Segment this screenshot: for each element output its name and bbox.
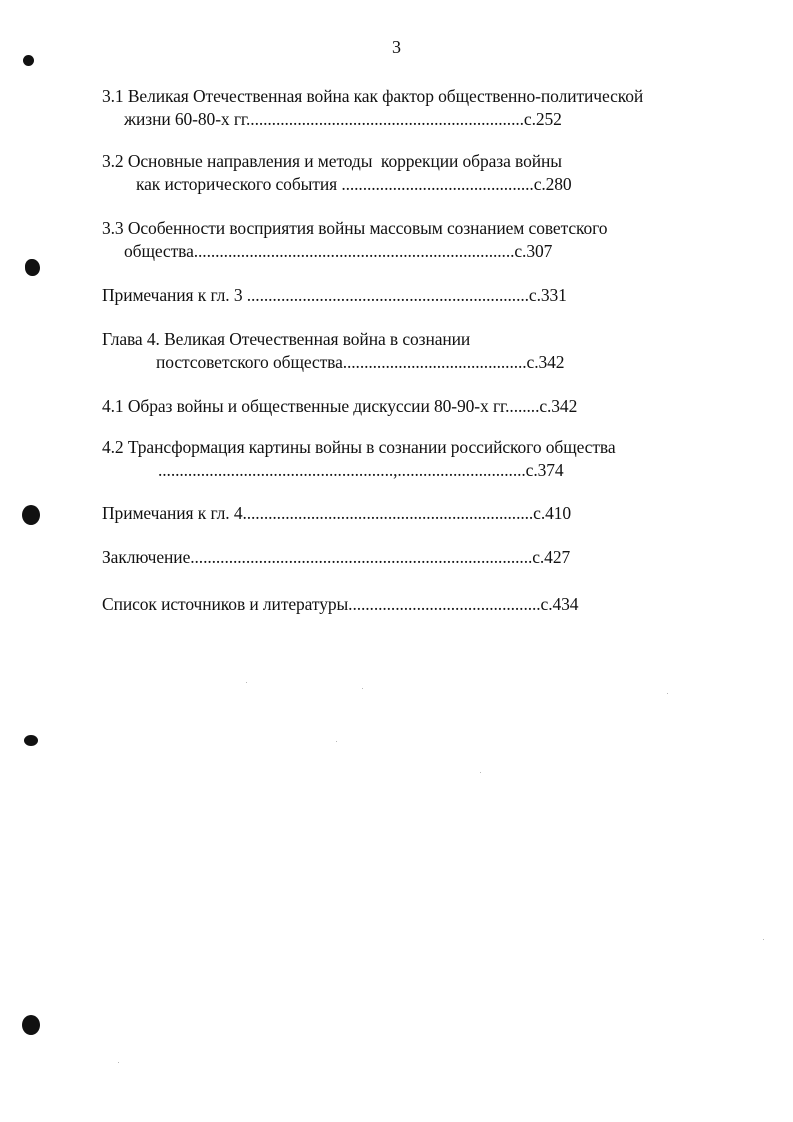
toc-entry-3-2-page: как исторического события .............................................с.280 xyxy=(136,174,572,194)
scan-speck xyxy=(246,682,247,683)
scan-speck xyxy=(667,693,668,694)
toc-entry-4-2-page: .......................................................,..............................с.374 xyxy=(158,460,564,480)
toc-entry-chapter-4-title: Глава 4. Великая Отечественная война в сознании xyxy=(102,329,471,349)
scan-speck xyxy=(763,939,764,940)
punch-hole-2 xyxy=(25,259,40,276)
toc-entry-notes-4: Примечания к гл. 4....................................................................с.410 xyxy=(102,503,572,523)
punch-hole-3 xyxy=(22,505,40,525)
toc-entry-3-1-title: 3.1 Великая Отечественная война как фактор общественно-политической xyxy=(102,86,644,106)
toc-entry-3-2-title: 3.2 Основные направления и методы коррекции образа войны xyxy=(102,151,562,171)
toc-entry-chapter-4-page: постсоветского общества...........................................с.342 xyxy=(156,352,565,372)
toc-entry-3-3-page: общества...........................................................................с.307 xyxy=(124,241,553,261)
scan-speck xyxy=(362,688,363,689)
toc-entry-4-2-title: 4.2 Трансформация картины войны в сознании российского общества xyxy=(102,437,616,457)
punch-hole-4 xyxy=(24,735,38,746)
toc-entry-conclusion: Заключение................................................................................с.427 xyxy=(102,547,571,567)
punch-hole-1 xyxy=(23,55,34,66)
scan-speck xyxy=(336,741,337,742)
toc-entry-4-1: 4.1 Образ войны и общественные дискуссии 80-90-х гг........с.342 xyxy=(102,396,578,416)
toc-entry-notes-3: Примечания к гл. 3 ..................................................................с.331 xyxy=(102,285,567,305)
toc-entry-bibliography: Список источников и литературы.............................................с.434 xyxy=(102,594,579,614)
toc-entry-3-3-title: 3.3 Особенности восприятия войны массовым сознанием советского xyxy=(102,218,608,238)
scan-speck xyxy=(118,1062,119,1063)
toc-entry-3-1-page: жизни 60-80-х гг.................................................................с.252 xyxy=(124,109,562,129)
scan-speck xyxy=(480,772,481,773)
punch-hole-5 xyxy=(22,1015,40,1035)
page-number: 3 xyxy=(392,37,401,57)
